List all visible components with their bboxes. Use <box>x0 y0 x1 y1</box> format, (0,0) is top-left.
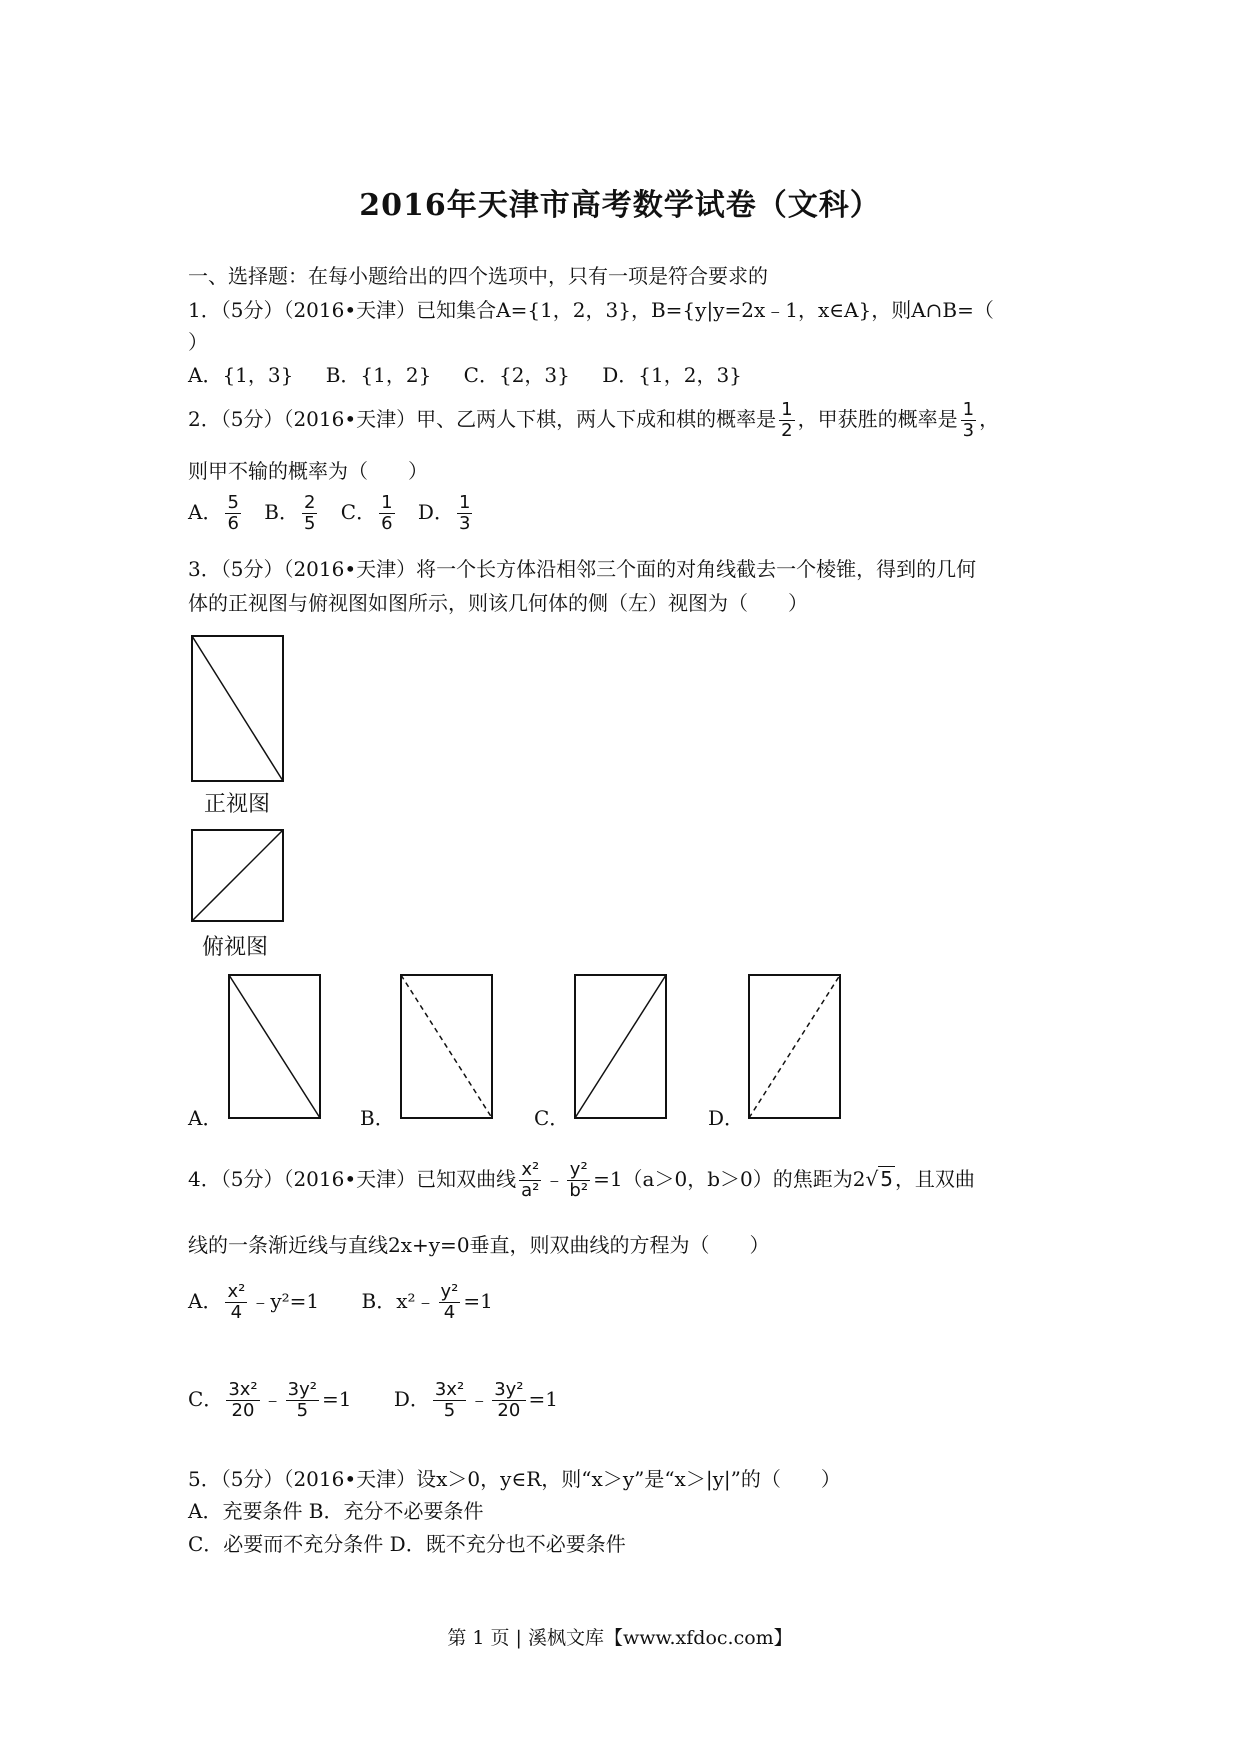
front-view-label: 正视图 <box>204 792 271 817</box>
fraction: $\frac{1}{2}$ <box>781 399 793 441</box>
option-a: A． $\frac{\text{x²}}{4}$ ﹣y²=1 <box>188 1281 320 1323</box>
page-title: 2016年天津市高考数学试卷（文科） <box>359 188 881 223</box>
q4-mid: =1（a＞0，b＞0）的焦距为2 <box>593 1167 866 1191</box>
fraction: $\frac{\text{x²}}{\text{a²}}$ <box>521 1159 540 1201</box>
question-5-options-ab: A．充要条件 B．充分不必要条件 <box>188 1499 484 1523</box>
option-d: D．{1，2，3} <box>602 363 742 387</box>
question-1-options <box>188 362 768 388</box>
question-4-text-cont: 线的一条渐近线与直线2x+y=0垂直，则双曲线的方程为（ ） <box>188 1233 770 1257</box>
option-a: A．{1，3} <box>188 363 294 387</box>
q2-mid: ，甲获胜的概率是 <box>797 407 958 431</box>
question-1-text-cont: ） <box>188 330 208 354</box>
option-b: B．{1，2} <box>325 363 432 387</box>
option-d: D． $\frac{1}{3}$ <box>417 492 471 534</box>
top-view-figure <box>190 828 286 924</box>
sqrt: √ 5 <box>865 1167 893 1191</box>
question-5-options-cd: C．必要而不充分条件 D．既不充分也不必要条件 <box>188 1532 626 1556</box>
front-view-figure <box>190 634 286 784</box>
fraction: $\frac{1}{3}$ <box>962 399 975 441</box>
option-b-figure <box>399 973 495 1121</box>
option-b-label: B． <box>360 1106 395 1130</box>
q2-post: ， <box>979 407 1000 431</box>
option-a-figure <box>227 973 323 1121</box>
question-1-text: 1．（5分）（2016•天津）已知集合A={1，2，3}，B={y|y=2x﹣1，x∈A}，则A∩B=（ <box>188 298 994 322</box>
section-heading: 一、选择题：在每小题给出的四个选项中，只有一项是符合要求的 <box>188 264 768 288</box>
option-d-label: D． <box>708 1106 745 1130</box>
option-c: C． $\frac{\text{3x²}}{20}$ ﹣ $\frac{\text{3y²}}{5}$ =1 <box>188 1379 352 1421</box>
option-d-figure <box>747 973 843 1121</box>
q4-post: ，且双曲 <box>894 1167 975 1191</box>
question-2-text-cont: 则甲不输的概率为（ ） <box>188 459 428 483</box>
fraction: $\frac{\text{y²}}{\text{b²}}$ <box>569 1159 589 1201</box>
top-view-label: 俯视图 <box>202 935 269 960</box>
option-d: D． $\frac{\text{3x²}}{5}$ ﹣ $\frac{\text{3y²}}{20}$ =1 <box>393 1379 558 1421</box>
option-c: C． $\frac{1}{6}$ <box>340 492 393 534</box>
question-5-text: 5．（5分）（2016•天津）设x＞0，y∈R，则“x＞y”是“x＞|y|”的（ ） <box>188 1467 841 1491</box>
option-c-figure <box>573 973 669 1121</box>
option-c: C．{2，3} <box>463 363 570 387</box>
option-a-label: A． <box>188 1106 223 1130</box>
question-2-text <box>188 400 999 441</box>
option-b: B． $\frac{2}{5}$ <box>264 492 316 534</box>
question-4-options-ab <box>188 1282 493 1323</box>
option-a: A． $\frac{5}{6}$ <box>188 492 239 534</box>
question-3-text: 3．（5分）（2016•天津）将一个长方体沿相邻三个面的对角线截去一个棱锥，得到的几何 <box>188 557 977 581</box>
question-4-text: 4．（5分）（2016•天津）已知双曲线 $\frac{\text{x²}}{\text{a²}}$ ﹣ $\frac{\text{y²}}{\text{b²}}$ =1（a＞0，b＞0）的焦距为2√ 5 ，且双曲 <box>188 1159 975 1201</box>
question-2-options <box>188 493 475 534</box>
option-b: B．x²﹣ $\frac{\text{y²}}{4}$ =1 <box>361 1281 493 1323</box>
option-c-label: C． <box>534 1106 570 1130</box>
q4-pre: 4．（5分）（2016•天津）已知双曲线 <box>188 1167 517 1191</box>
q2-pre: 2．（5分）（2016•天津）甲、乙两人下棋，两人下成和棋的概率是 <box>188 407 777 431</box>
page-footer: 第 1 页 | 溪枫文库【www.xfdoc.com】 <box>447 1627 793 1649</box>
question-4-options-cd <box>188 1380 558 1421</box>
question-3-text-cont: 体的正视图与俯视图如图所示，则该几何体的侧（左）视图为（ ） <box>188 591 808 615</box>
